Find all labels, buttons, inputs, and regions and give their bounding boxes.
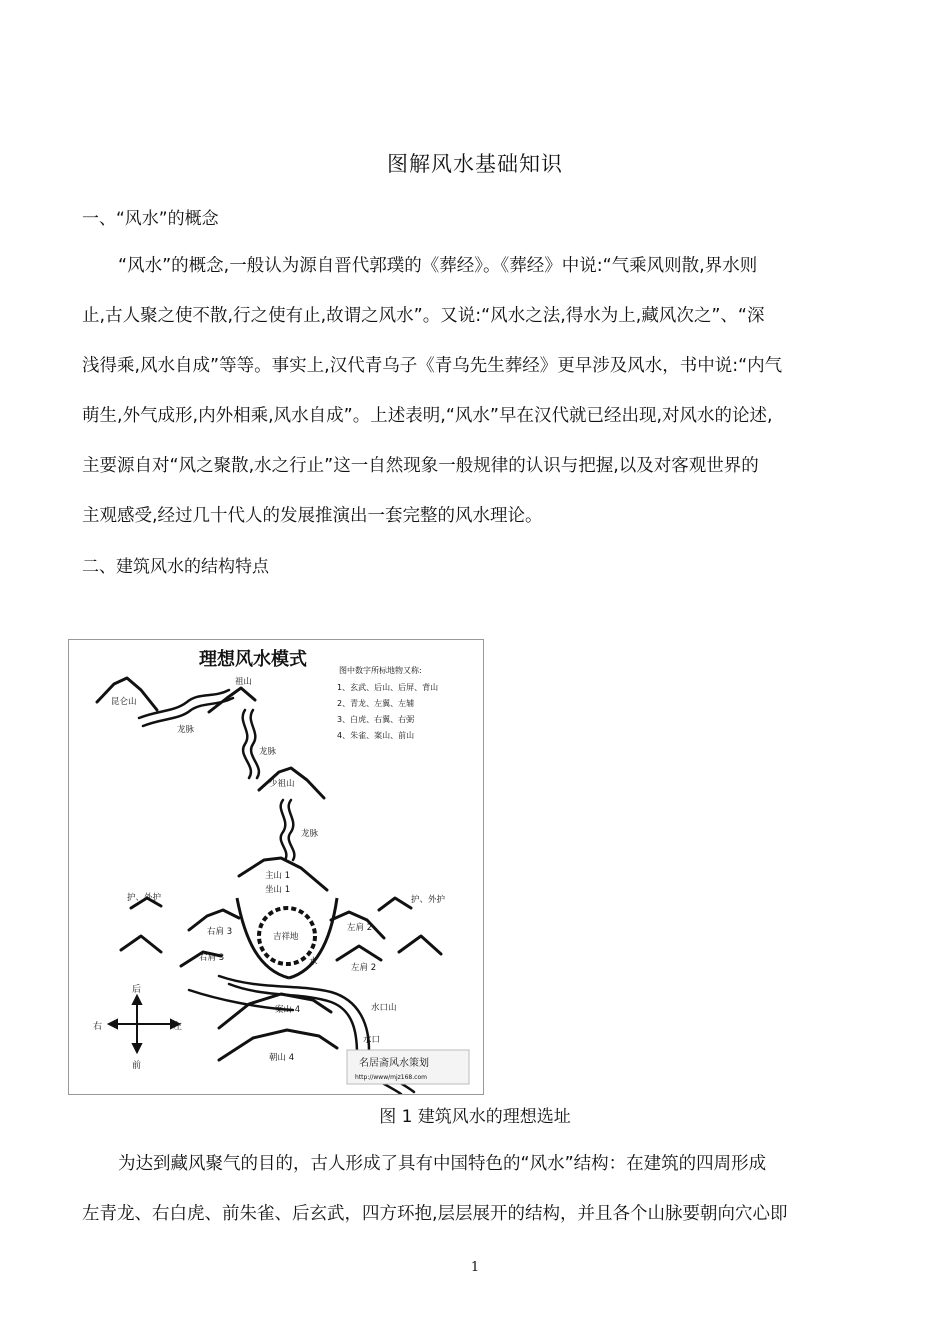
- label-chaoshan: 朝山 4: [269, 1053, 295, 1063]
- section-heading-1: 一、“风水”的概念: [82, 209, 219, 229]
- label-zuojian: 左肩 2: [347, 923, 373, 933]
- page-title: 图解风水基础知识: [387, 152, 563, 176]
- figure-caption: 图 1 建筑风水的理想选址: [379, 1107, 571, 1127]
- compass: [109, 996, 179, 1052]
- paragraph-structure: [82, 1139, 862, 1239]
- compass-left-label: 左: [173, 1022, 183, 1032]
- legend-item: 3、白虎、右翼、右弼: [337, 715, 415, 724]
- label-youjian: 右肩 3: [207, 927, 233, 937]
- dragon-vein-2b: [251, 710, 259, 778]
- watermark-text: 名居斋风水策划: [359, 1058, 429, 1069]
- label-shuikoushan: 水口山: [371, 1003, 397, 1013]
- paragraph-line: “风水”的概念,一般认为源自晋代郭璞的《葬经》。《葬经》中说:“气乘风则散,界水则: [118, 256, 758, 276]
- dragon-vein-3b: [289, 800, 295, 860]
- legend-item: 1、玄武、后山、后屏、背山: [337, 683, 439, 692]
- paragraph-line: 止,古人聚之使不散,行之使有止,故谓之风水”。又说:“风水之法,得水为上,藏风次之”、“深: [82, 306, 765, 326]
- label-zuoshan: 坐山 1: [265, 885, 291, 895]
- label-zhushan: 主山 1: [265, 871, 291, 881]
- label-shaozushan: 少祖山: [269, 779, 295, 789]
- label-jixiangdi: 吉祥地: [273, 932, 299, 942]
- zushan-mountain: [209, 688, 255, 712]
- paragraph-line: 主观感受,经过几十代人的发展推演出一套完整的风水理论。: [82, 506, 543, 526]
- paragraph-concept: [82, 241, 862, 541]
- legend-title: 图中数字所标地物又称:: [339, 666, 422, 675]
- dragon-vein-2: [243, 710, 251, 778]
- paragraph-line: 浅得乘,风水自成”等等。事实上,汉代青乌子《青乌先生葬经》更早涉及风水，书中说:“内气: [82, 356, 783, 376]
- label-longmai: 龙脉: [301, 829, 319, 839]
- label-anshan: 案山 4: [275, 1005, 301, 1015]
- watermark-url: http://www/mjz168.com: [355, 1074, 427, 1081]
- zuojian-mountain-inner: [337, 946, 381, 960]
- paragraph-line: 为达到藏风聚气的目的，古人形成了具有中国特色的“风水”结构：在建筑的四周形成: [118, 1154, 767, 1174]
- paragraph-line: 左青龙、右白虎、前朱雀、后玄武，四方环抱,层层展开的结构，并且各个山脉要朝向穴心即: [82, 1204, 788, 1224]
- label-hu-right: 护、外护: [411, 895, 446, 905]
- label-kunlun: 昆仑山: [111, 697, 137, 707]
- label-shui: 水: [309, 957, 318, 967]
- paragraph-line: 主要源自对“风之聚散,水之行止”这一自然现象一般规律的认识与把握,以及对客观世界的: [82, 456, 759, 476]
- compass-back-label: 后: [132, 985, 142, 995]
- section-heading-2: 二、建筑风水的结构特点: [82, 557, 269, 577]
- diagram-canvas: [69, 640, 483, 1094]
- label-hu-left: 护、外护: [127, 893, 162, 903]
- fengshui-diagram: [68, 639, 484, 1095]
- label-shuikou: 水口: [363, 1035, 381, 1045]
- paragraph-line: 萌生,外气成形,内外相乘,风水自成”。上述表明,“风水”早在汉代就已经出现,对风水的论述,: [82, 406, 773, 426]
- compass-front-label: 前: [132, 1061, 142, 1071]
- page-number: 1: [470, 1260, 480, 1275]
- legend-item: 2、青龙、左翼、左辅: [337, 699, 415, 708]
- legend-item: 4、朱雀、案山、前山: [337, 731, 415, 740]
- hu-right-mountain-2: [399, 936, 441, 954]
- label-zushan: 祖山: [235, 677, 253, 687]
- hu-right-mountain: [379, 898, 411, 910]
- compass-right-label: 右: [93, 1022, 103, 1032]
- label-longmai: 龙脉: [259, 747, 277, 757]
- hu-left-mountain-2: [121, 936, 161, 952]
- label-zuojian: 左肩 2: [351, 963, 377, 973]
- label-longmai: 龙脉: [177, 725, 195, 735]
- diagram-title: 理想风水模式: [199, 649, 307, 670]
- dragon-vein-3: [281, 800, 287, 860]
- label-youjian: 右肩 3: [199, 953, 225, 963]
